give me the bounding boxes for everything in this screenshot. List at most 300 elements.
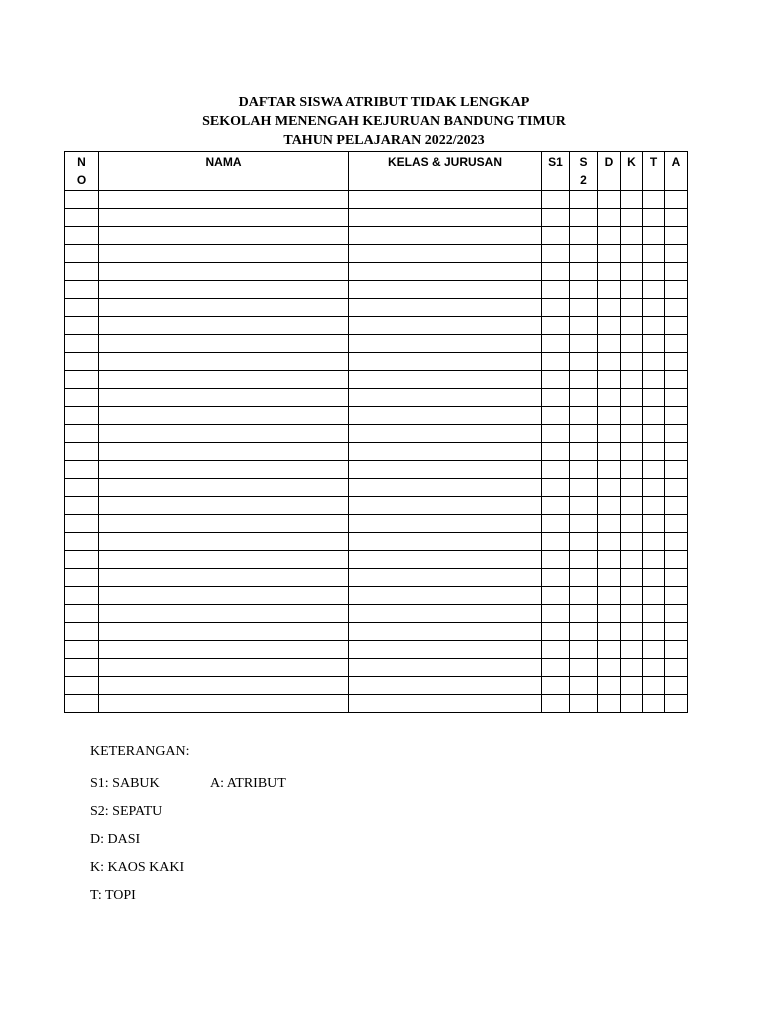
cell-kelas xyxy=(349,569,542,587)
column-header-text: D xyxy=(604,155,614,169)
cell-t xyxy=(643,227,665,245)
cell-kelas xyxy=(349,479,542,497)
cell-a xyxy=(665,227,688,245)
table-row xyxy=(65,695,688,713)
cell-a xyxy=(665,497,688,515)
cell-nama xyxy=(99,695,349,713)
cell-kelas xyxy=(349,371,542,389)
cell-kelas xyxy=(349,605,542,623)
cell-d xyxy=(598,605,621,623)
legend-a: A: ATRIBUT xyxy=(210,776,286,791)
cell-t xyxy=(643,443,665,461)
cell-s2 xyxy=(570,299,598,317)
cell-s2 xyxy=(570,389,598,407)
cell-k xyxy=(621,407,643,425)
cell-no xyxy=(65,227,99,245)
cell-s1 xyxy=(542,407,570,425)
cell-s2 xyxy=(570,335,598,353)
cell-a xyxy=(665,479,688,497)
cell-nama xyxy=(99,371,349,389)
table-row xyxy=(65,479,688,497)
cell-a xyxy=(665,209,688,227)
cell-nama xyxy=(99,425,349,443)
cell-d xyxy=(598,407,621,425)
cell-k xyxy=(621,569,643,587)
cell-s1 xyxy=(542,425,570,443)
cell-kelas xyxy=(349,191,542,209)
cell-s2 xyxy=(570,353,598,371)
cell-t xyxy=(643,425,665,443)
cell-d xyxy=(598,371,621,389)
cell-k xyxy=(621,551,643,569)
cell-t xyxy=(643,371,665,389)
cell-k xyxy=(621,389,643,407)
cell-no xyxy=(65,335,99,353)
cell-k xyxy=(621,425,643,443)
cell-t xyxy=(643,605,665,623)
cell-s2 xyxy=(570,623,598,641)
cell-nama xyxy=(99,461,349,479)
cell-s2 xyxy=(570,191,598,209)
cell-d xyxy=(598,389,621,407)
table-row xyxy=(65,569,688,587)
cell-a xyxy=(665,335,688,353)
cell-nama xyxy=(99,515,349,533)
cell-a xyxy=(665,353,688,371)
cell-s1 xyxy=(542,623,570,641)
column-header-text: S1 xyxy=(548,155,563,169)
table-row xyxy=(65,371,688,389)
cell-t xyxy=(643,191,665,209)
cell-d xyxy=(598,443,621,461)
table-header-row xyxy=(65,152,688,191)
cell-d xyxy=(598,533,621,551)
cell-no xyxy=(65,245,99,263)
cell-k xyxy=(621,677,643,695)
cell-no xyxy=(65,443,99,461)
academic-year: TAHUN PELAJARAN 2022/2023 xyxy=(283,133,485,148)
cell-nama xyxy=(99,209,349,227)
table-row xyxy=(65,443,688,461)
cell-kelas xyxy=(349,461,542,479)
cell-s2 xyxy=(570,209,598,227)
column-header-text: NAMA xyxy=(205,155,242,169)
cell-no xyxy=(65,551,99,569)
cell-d xyxy=(598,551,621,569)
table-row xyxy=(65,335,688,353)
cell-d xyxy=(598,677,621,695)
cell-k xyxy=(621,497,643,515)
cell-a xyxy=(665,677,688,695)
cell-kelas xyxy=(349,227,542,245)
cell-k xyxy=(621,659,643,677)
document-title: DAFTAR SISWA ATRIBUT TIDAK LENGKAP xyxy=(238,95,530,110)
cell-s1 xyxy=(542,263,570,281)
column-header-text: A xyxy=(671,155,681,169)
cell-no xyxy=(65,317,99,335)
cell-s1 xyxy=(542,299,570,317)
cell-kelas xyxy=(349,641,542,659)
cell-k xyxy=(621,299,643,317)
cell-d xyxy=(598,245,621,263)
cell-s2 xyxy=(570,659,598,677)
column-header-text: N xyxy=(77,155,86,169)
table-row xyxy=(65,677,688,695)
cell-nama xyxy=(99,443,349,461)
cell-k xyxy=(621,623,643,641)
cell-t xyxy=(643,245,665,263)
cell-t xyxy=(643,461,665,479)
cell-a xyxy=(665,407,688,425)
column-header-t xyxy=(643,152,665,191)
column-header-kelas xyxy=(349,152,542,191)
cell-kelas xyxy=(349,587,542,605)
cell-d xyxy=(598,569,621,587)
cell-nama xyxy=(99,245,349,263)
cell-kelas xyxy=(349,353,542,371)
cell-s1 xyxy=(542,281,570,299)
cell-t xyxy=(643,317,665,335)
cell-a xyxy=(665,533,688,551)
cell-k xyxy=(621,353,643,371)
cell-s1 xyxy=(542,587,570,605)
cell-nama xyxy=(99,317,349,335)
cell-k xyxy=(621,227,643,245)
cell-k xyxy=(621,461,643,479)
cell-kelas xyxy=(349,299,542,317)
cell-s1 xyxy=(542,533,570,551)
cell-nama xyxy=(99,191,349,209)
cell-no xyxy=(65,623,99,641)
cell-s1 xyxy=(542,191,570,209)
cell-t xyxy=(643,569,665,587)
cell-kelas xyxy=(349,533,542,551)
table-body xyxy=(65,152,688,713)
cell-d xyxy=(598,299,621,317)
cell-nama xyxy=(99,227,349,245)
table-row xyxy=(65,263,688,281)
cell-kelas xyxy=(349,695,542,713)
cell-a xyxy=(665,515,688,533)
cell-d xyxy=(598,263,621,281)
table-row xyxy=(65,641,688,659)
cell-nama xyxy=(99,299,349,317)
cell-s2 xyxy=(570,605,598,623)
cell-a xyxy=(665,425,688,443)
cell-a xyxy=(665,605,688,623)
cell-s1 xyxy=(542,497,570,515)
cell-no xyxy=(65,533,99,551)
table-row xyxy=(65,605,688,623)
cell-a xyxy=(665,191,688,209)
table-row xyxy=(65,209,688,227)
column-header-text: KELAS & JURUSAN xyxy=(387,155,502,169)
cell-k xyxy=(621,587,643,605)
cell-s1 xyxy=(542,371,570,389)
cell-k xyxy=(621,191,643,209)
column-header-text: K xyxy=(627,155,636,169)
cell-a xyxy=(665,623,688,641)
table-row xyxy=(65,191,688,209)
cell-d xyxy=(598,425,621,443)
cell-nama xyxy=(99,533,349,551)
cell-d xyxy=(598,335,621,353)
cell-k xyxy=(621,443,643,461)
table-row xyxy=(65,587,688,605)
cell-t xyxy=(643,281,665,299)
cell-d xyxy=(598,695,621,713)
cell-nama xyxy=(99,641,349,659)
cell-k xyxy=(621,605,643,623)
cell-d xyxy=(598,641,621,659)
cell-s2 xyxy=(570,677,598,695)
cell-s2 xyxy=(570,479,598,497)
table-row xyxy=(65,317,688,335)
cell-d xyxy=(598,209,621,227)
cell-kelas xyxy=(349,425,542,443)
cell-a xyxy=(665,299,688,317)
cell-s2 xyxy=(570,551,598,569)
cell-kelas xyxy=(349,389,542,407)
cell-a xyxy=(665,659,688,677)
cell-nama xyxy=(99,407,349,425)
cell-nama xyxy=(99,659,349,677)
cell-a xyxy=(665,263,688,281)
table-row xyxy=(65,623,688,641)
cell-k xyxy=(621,371,643,389)
cell-a xyxy=(665,389,688,407)
cell-s2 xyxy=(570,695,598,713)
cell-a xyxy=(665,551,688,569)
cell-no xyxy=(65,209,99,227)
table-row xyxy=(65,407,688,425)
cell-s2 xyxy=(570,641,598,659)
cell-nama xyxy=(99,623,349,641)
cell-t xyxy=(643,551,665,569)
cell-d xyxy=(598,461,621,479)
cell-no xyxy=(65,371,99,389)
cell-d xyxy=(598,317,621,335)
cell-no xyxy=(65,515,99,533)
cell-no xyxy=(65,497,99,515)
cell-no xyxy=(65,695,99,713)
cell-nama xyxy=(99,335,349,353)
cell-s1 xyxy=(542,659,570,677)
cell-k xyxy=(621,479,643,497)
cell-no xyxy=(65,425,99,443)
cell-nama xyxy=(99,677,349,695)
cell-t xyxy=(643,533,665,551)
column-header-k xyxy=(621,152,643,191)
cell-a xyxy=(665,245,688,263)
cell-a xyxy=(665,371,688,389)
legend-s1: S1: SABUK xyxy=(90,776,160,791)
cell-no xyxy=(65,407,99,425)
cell-s2 xyxy=(570,263,598,281)
table-row xyxy=(65,425,688,443)
cell-nama xyxy=(99,587,349,605)
cell-s1 xyxy=(542,479,570,497)
cell-s2 xyxy=(570,281,598,299)
cell-d xyxy=(598,227,621,245)
cell-s1 xyxy=(542,317,570,335)
cell-no xyxy=(65,677,99,695)
student-table xyxy=(64,151,688,713)
cell-no xyxy=(65,641,99,659)
cell-s1 xyxy=(542,569,570,587)
cell-s1 xyxy=(542,605,570,623)
column-header-text-line2: 2 xyxy=(580,173,587,187)
cell-s2 xyxy=(570,227,598,245)
cell-nama xyxy=(99,281,349,299)
cell-kelas xyxy=(349,317,542,335)
cell-kelas xyxy=(349,335,542,353)
cell-s2 xyxy=(570,371,598,389)
cell-d xyxy=(598,659,621,677)
cell-k xyxy=(621,335,643,353)
table-row xyxy=(65,497,688,515)
column-header-no xyxy=(65,152,99,191)
cell-kelas xyxy=(349,677,542,695)
cell-a xyxy=(665,317,688,335)
cell-kelas xyxy=(349,245,542,263)
column-header-text-line2: O xyxy=(76,173,87,187)
table-row xyxy=(65,533,688,551)
cell-s2 xyxy=(570,425,598,443)
cell-t xyxy=(643,407,665,425)
cell-t xyxy=(643,497,665,515)
cell-s2 xyxy=(570,515,598,533)
cell-s2 xyxy=(570,317,598,335)
cell-t xyxy=(643,695,665,713)
cell-no xyxy=(65,389,99,407)
cell-nama xyxy=(99,353,349,371)
cell-no xyxy=(65,281,99,299)
cell-no xyxy=(65,479,99,497)
cell-s2 xyxy=(570,245,598,263)
cell-k xyxy=(621,533,643,551)
school-name: SEKOLAH MENENGAH KEJURUAN BANDUNG TIMUR xyxy=(202,114,566,129)
table-row xyxy=(65,461,688,479)
cell-k xyxy=(621,281,643,299)
cell-a xyxy=(665,461,688,479)
cell-a xyxy=(665,569,688,587)
cell-k xyxy=(621,245,643,263)
cell-s2 xyxy=(570,461,598,479)
cell-kelas xyxy=(349,515,542,533)
cell-t xyxy=(643,335,665,353)
cell-s1 xyxy=(542,209,570,227)
cell-k xyxy=(621,515,643,533)
cell-nama xyxy=(99,605,349,623)
cell-s2 xyxy=(570,569,598,587)
column-header-s2 xyxy=(570,152,598,191)
cell-s2 xyxy=(570,587,598,605)
cell-no xyxy=(65,353,99,371)
table-row xyxy=(65,281,688,299)
cell-k xyxy=(621,317,643,335)
cell-t xyxy=(643,659,665,677)
cell-t xyxy=(643,263,665,281)
cell-t xyxy=(643,479,665,497)
cell-s1 xyxy=(542,335,570,353)
cell-s2 xyxy=(570,443,598,461)
cell-t xyxy=(643,299,665,317)
cell-d xyxy=(598,497,621,515)
cell-s1 xyxy=(542,227,570,245)
legend-k: K: KAOS KAKI xyxy=(90,860,185,875)
cell-kelas xyxy=(349,209,542,227)
cell-d xyxy=(598,353,621,371)
cell-no xyxy=(65,461,99,479)
cell-no xyxy=(65,299,99,317)
table-row xyxy=(65,389,688,407)
cell-s2 xyxy=(570,407,598,425)
cell-kelas xyxy=(349,263,542,281)
cell-k xyxy=(621,641,643,659)
column-header-text: S xyxy=(579,155,588,169)
cell-d xyxy=(598,623,621,641)
cell-s1 xyxy=(542,677,570,695)
table-row xyxy=(65,353,688,371)
cell-s1 xyxy=(542,353,570,371)
cell-a xyxy=(665,443,688,461)
cell-d xyxy=(598,191,621,209)
table-row xyxy=(65,227,688,245)
cell-no xyxy=(65,191,99,209)
cell-kelas xyxy=(349,407,542,425)
cell-t xyxy=(643,641,665,659)
cell-nama xyxy=(99,263,349,281)
cell-t xyxy=(643,587,665,605)
cell-s1 xyxy=(542,389,570,407)
cell-s1 xyxy=(542,461,570,479)
cell-no xyxy=(65,605,99,623)
cell-t xyxy=(643,623,665,641)
legend-title: KETERANGAN: xyxy=(90,744,190,759)
cell-kelas xyxy=(349,281,542,299)
cell-nama xyxy=(99,479,349,497)
cell-s2 xyxy=(570,497,598,515)
column-header-d xyxy=(598,152,621,191)
cell-d xyxy=(598,479,621,497)
cell-no xyxy=(65,263,99,281)
cell-s2 xyxy=(570,533,598,551)
cell-nama xyxy=(99,569,349,587)
cell-t xyxy=(643,209,665,227)
cell-nama xyxy=(99,389,349,407)
cell-s1 xyxy=(542,695,570,713)
column-header-a xyxy=(665,152,688,191)
table-row xyxy=(65,551,688,569)
cell-a xyxy=(665,641,688,659)
legend-s2: S2: SEPATU xyxy=(90,804,163,819)
cell-s1 xyxy=(542,443,570,461)
cell-t xyxy=(643,353,665,371)
cell-t xyxy=(643,389,665,407)
cell-d xyxy=(598,281,621,299)
cell-nama xyxy=(99,497,349,515)
table-row xyxy=(65,659,688,677)
cell-d xyxy=(598,515,621,533)
cell-kelas xyxy=(349,659,542,677)
cell-s1 xyxy=(542,641,570,659)
table-row xyxy=(65,245,688,263)
cell-d xyxy=(598,587,621,605)
cell-t xyxy=(643,515,665,533)
legend-d: D: DASI xyxy=(90,832,141,847)
cell-s1 xyxy=(542,515,570,533)
